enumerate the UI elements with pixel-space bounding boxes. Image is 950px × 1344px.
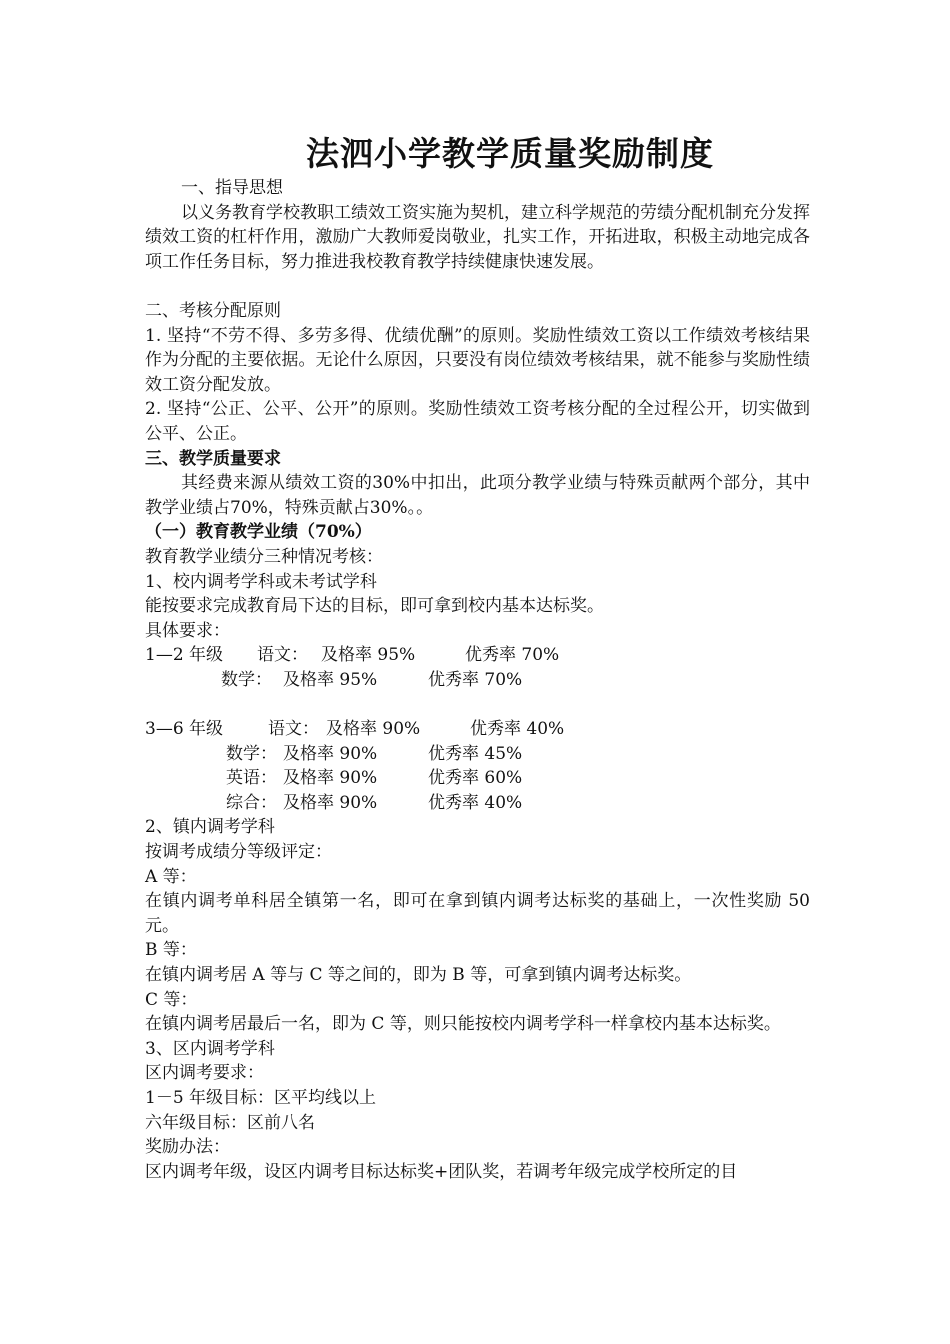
grade-c-label: C 等： <box>145 989 198 1010</box>
grade-3-6-row-general <box>145 791 810 816</box>
section-2-principle-2: 2. 坚持“公正、公平、公开”的原则。奖励性绩效工资考核分配的全过程公开，切实做到公平、公正。 <box>145 399 810 444</box>
pass-rate: 及格率 90% <box>283 743 378 764</box>
grade-3-6-row-chinese <box>145 717 810 742</box>
blank-line <box>145 692 810 717</box>
requirements-label: 具体要求： <box>145 620 230 641</box>
grade-label: 3—6 年级 <box>145 719 224 740</box>
subject-label: 语文： <box>257 645 308 666</box>
subject-label: 英语： <box>226 768 277 789</box>
item-2-heading: 2、镇内调考学科 <box>145 817 275 838</box>
reward-method-label: 奖励办法： <box>145 1137 230 1158</box>
assessment-intro: 教育教学业绩分三种情况考核： <box>145 546 383 567</box>
excellent-rate: 优秀率 60% <box>428 768 523 789</box>
grade-b-description: 在镇内调考居 A 等与 C 等之间的，即为 B 等，可拿到镇内调考达标奖。 <box>145 965 692 985</box>
grade-1-5-target: 1－5 年级目标：区平均线以上 <box>145 1087 377 1108</box>
document-title: 法泗小学教学质量奖励制度 <box>306 134 714 173</box>
section-3-heading: 三、教学质量要求 <box>145 448 281 469</box>
grade-6-target: 六年级目标：区前八名 <box>145 1112 315 1133</box>
blank-line <box>145 274 810 299</box>
section-2-heading: 二、考核分配原则 <box>145 300 281 321</box>
item-1-heading: 1、校内调考学科或未考试学科 <box>145 571 377 592</box>
grade-1-2-row-math <box>145 668 810 693</box>
item-1-description: 能按要求完成教育局下达的目标，即可拿到校内基本达标奖。 <box>145 596 604 617</box>
subject-label: 综合： <box>226 792 277 813</box>
grade-label: 1—2 年级 <box>145 645 224 666</box>
excellent-rate: 优秀率 40% <box>470 719 565 740</box>
pass-rate: 及格率 95% <box>321 645 416 666</box>
grade-c-description: 在镇内调考居最后一名，即为 C 等，则只能按校内调考学科一样拿校内基本达标奖。 <box>145 1014 781 1035</box>
grade-b-label: B 等： <box>145 940 197 961</box>
pass-rate: 及格率 90% <box>326 719 421 740</box>
section-3-paragraph: 其经费来源从绩效工资的30%中扣出，此项分教学业绩与特殊贡献两个部分，其中教学业绩占70%，特殊贡献占30%。。 <box>145 473 810 518</box>
pass-rate: 及格率 95% <box>283 669 378 690</box>
item-2-description: 按调考成绩分等级评定： <box>145 842 332 863</box>
grade-1-2-row-chinese <box>145 643 810 668</box>
subject-label: 语文： <box>268 719 319 740</box>
subject-label: 数学： <box>226 743 277 764</box>
section-2-principle-1: 1. 坚持“不劳不得、多劳多得、优绩优酬”的原则。奖励性绩效工资以工作绩效考核结果作为分配的主要依据。无论什么原因，只要没有岗位绩效考核结果，就不能参与奖励性绩效工资分配发放。 <box>145 325 810 395</box>
excellent-rate: 优秀率 70% <box>465 645 560 666</box>
excellent-rate: 优秀率 40% <box>428 792 523 813</box>
grade-a-label: A 等： <box>145 866 197 887</box>
grade-a-description: 在镇内调考单科居全镇第一名，即可在拿到镇内调考达标奖的基础上，一次性奖励 50 元。 <box>145 891 810 936</box>
subject-label: 数学： <box>221 669 272 690</box>
item-3-requirements: 区内调考要求： <box>145 1063 264 1084</box>
grade-3-6-row-math <box>145 742 810 767</box>
pass-rate: 及格率 90% <box>283 768 378 789</box>
grade-3-6-row-english <box>145 766 810 791</box>
pass-rate: 及格率 90% <box>283 792 378 813</box>
subsection-1-heading: （一）教育教学业绩（70%） <box>145 522 372 543</box>
reward-method-description: 区内调考年级，设区内调考目标达标奖+团队奖，若调考年级完成学校所定的目 <box>145 1161 738 1182</box>
item-3-heading: 3、区内调考学科 <box>145 1038 275 1059</box>
excellent-rate: 优秀率 70% <box>428 669 523 690</box>
document-body <box>145 176 810 1184</box>
section-1-paragraph: 以义务教育学校教职工绩效工资实施为契机，建立科学规范的劳绩分配机制充分发挥绩效工资的杠杆作用，激励广大教师爱岗敬业，扎实工作，开拓进取，积极主动地完成各项工作任务目标，努力推进我校教育教学持续健康快速发展。 <box>145 202 810 272</box>
excellent-rate: 优秀率 45% <box>428 743 523 764</box>
section-1-heading: 一、指导思想 <box>181 178 283 198</box>
